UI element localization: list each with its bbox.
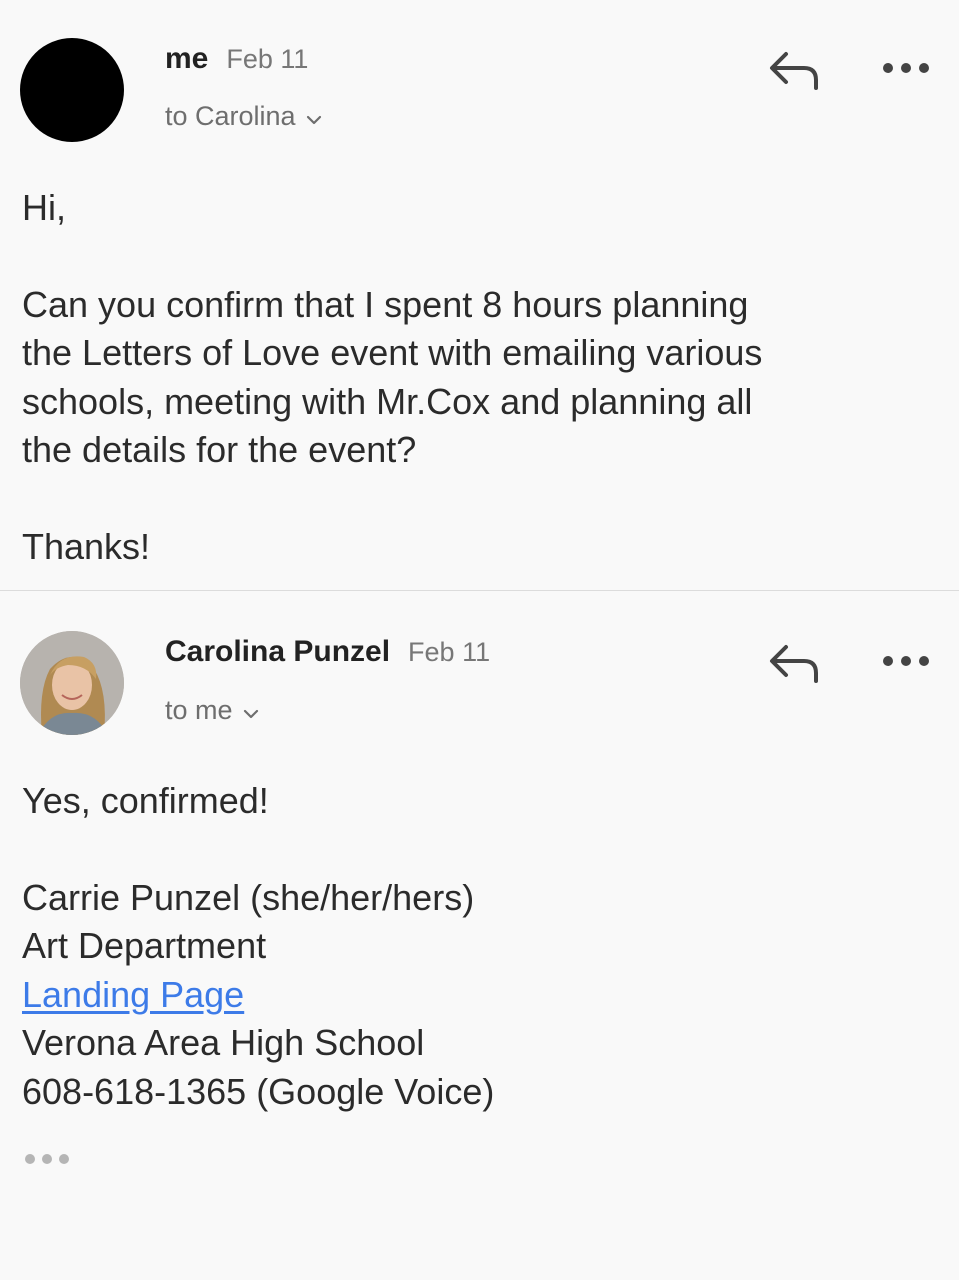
message-closing: Thanks! xyxy=(22,526,151,567)
recipient-label: to Carolina xyxy=(165,101,296,131)
reply-icon xyxy=(766,48,822,92)
more-options-icon xyxy=(880,651,932,671)
sender-avatar[interactable] xyxy=(20,631,124,735)
recipient-label: to me xyxy=(165,695,233,725)
chevron-down-icon xyxy=(306,101,322,132)
signature-department: Art Department xyxy=(22,925,267,966)
sender-name: me xyxy=(165,42,209,75)
signature-phone: 608-618-1365 (Google Voice) xyxy=(22,1071,495,1112)
reply-button[interactable] xyxy=(766,641,822,685)
signature-name: Carrie Punzel (she/her/hers) xyxy=(22,877,475,918)
message-body-line: Can you confirm that I spent 8 hours planning xyxy=(22,284,749,325)
chevron-down-icon xyxy=(243,695,259,726)
more-options-button[interactable] xyxy=(880,58,932,78)
recipient-toggle[interactable] xyxy=(165,101,322,132)
reply-icon xyxy=(766,641,822,685)
trimmed-content-icon xyxy=(22,1151,72,1167)
signature-link-row xyxy=(22,971,244,1019)
message-1 xyxy=(0,0,959,590)
message-date: Feb 11 xyxy=(226,44,309,74)
reply-text: Yes, confirmed! xyxy=(22,780,269,821)
message-body-line: the details for the event? xyxy=(22,429,417,470)
sender-header xyxy=(165,42,308,76)
sender-avatar[interactable] xyxy=(20,38,124,142)
message-2 xyxy=(0,591,959,1280)
sender-name: Carolina Punzel xyxy=(165,635,391,668)
more-options-button[interactable] xyxy=(880,651,932,671)
more-options-icon xyxy=(880,58,932,78)
recipient-toggle[interactable] xyxy=(165,695,259,726)
show-trimmed-content-button[interactable] xyxy=(22,1151,72,1167)
message-body-line: the Letters of Love event with emailing various xyxy=(22,332,763,373)
message-body-line: schools, meeting with Mr.Cox and planning all xyxy=(22,381,753,422)
message-greeting: Hi, xyxy=(22,187,66,228)
sender-header xyxy=(165,635,490,669)
reply-button[interactable] xyxy=(766,48,822,92)
landing-page-link[interactable]: Landing Page xyxy=(22,974,245,1015)
message-date: Feb 11 xyxy=(408,637,491,667)
signature-school: Verona Area High School xyxy=(22,1022,425,1063)
